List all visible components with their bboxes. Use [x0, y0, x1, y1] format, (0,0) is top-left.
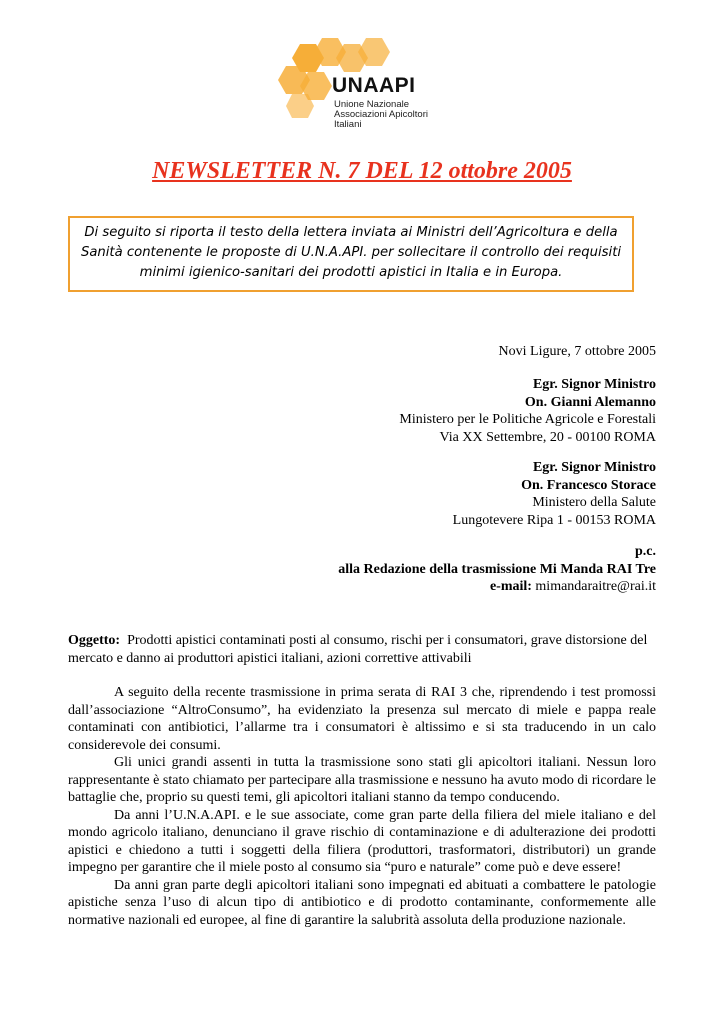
letter-date: Novi Ligure, 7 ottobre 2005 — [498, 344, 656, 359]
logo-line-2: Associazioni Apicoltori Italiani — [334, 109, 428, 130]
paragraph-4: Da anni gran parte degli apicoltori italiani sono impegnati ed abituati a combattere le patologie apistiche senza l’uso di alcun tipo di antibiotico e di prodotto contaminante, conformemente alle normative nazionali ed europee, al fine di garantire la salubrità assoluta della produzione nazionale. — [68, 877, 656, 928]
cc-label: p.c. — [635, 544, 656, 559]
subject-line — [68, 632, 656, 667]
recipient-2-office: Ministero della Salute — [532, 495, 656, 510]
recipient-1-salutation: Egr. Signor Ministro — [532, 377, 656, 392]
paragraph-1: A seguito della recente trasmissione in prima serata di RAI 3 che, riprendendo i test promossi dall’associazione “AltroConsumo”, ha evidenziato la presenza sul mercato di miele e pappa reale contaminati con antibiotici, l’allarme tra i consumatori è altissimo e si sta traducendo in un calo considerevole dei consumi. — [68, 685, 656, 753]
paragraph-2: Gli unici grandi assenti in tutta la trasmissione sono stati gli apicoltori italiani. Nessun loro rappresentante è stato chiamato per partecipare alla trasmissione e nessuno ha avuto modo di ricordare le battaglie che, proprio su questi temi, gli apicoltori italiani stanno da tempo conducendo. — [68, 755, 656, 805]
recipient-2-salutation: Egr. Signor Ministro — [532, 460, 656, 475]
logo-name: UNAAPI — [332, 74, 416, 97]
recipient-1-name: On. Gianni Alemanno — [524, 394, 656, 410]
newsletter-title: NEWSLETTER N. 7 DEL 12 ottobre 2005 — [152, 158, 572, 184]
logo-line-1: Unione Nazionale — [334, 99, 409, 110]
subject-text: Prodotti apistici contaminati posti al consumo, rischi per i consumatori, grave distorsione del mercato e danno ai produttori apistici italiani, azioni correttive attivabili — [68, 633, 648, 666]
letter-body — [68, 684, 656, 929]
recipient-2 — [453, 459, 656, 529]
email-label: e-mail: — [489, 579, 532, 594]
cc-recipient: alla Redazione della trasmissione Mi Manda RAI Tre — [338, 561, 656, 577]
intro-box — [68, 216, 634, 292]
recipient-2-name: On. Francesco Storace — [521, 477, 656, 493]
cc-block — [338, 543, 656, 596]
cc-email-line — [338, 578, 656, 596]
subject-label: Oggetto: — [68, 633, 121, 648]
intro-text: Di seguito si riporta il testo della lettera inviata ai Ministri dell’Agricoltura e della Sanità contenente le proposte di U.N.A.API. per sollecitare il controllo dei requisiti minimi igienico-sanitari dei prodotti apistici in Italia e in Europa. — [80, 225, 622, 280]
recipient-1-address: Via XX Settembre, 20 - 00100 ROMA — [439, 429, 656, 445]
logo-subtitle — [334, 100, 448, 130]
recipient-1 — [399, 376, 656, 446]
recipient-1-office: Ministero per le Politiche Agricole e Forestali — [399, 412, 656, 427]
letter-date-block — [499, 343, 656, 361]
email-link[interactable]: mimandaraitre@rai.it — [535, 579, 656, 594]
recipient-2-address: Lungotevere Ripa 1 - 00153 ROMA — [452, 512, 656, 528]
unaapi-logo — [278, 38, 448, 130]
paragraph-3: Da anni l’U.N.A.API. e le sue associate, come gran parte della filiera del miele italiano e del mondo agricolo italiano, denunciano il grave rischio di contaminazione e di adulterazione dei prodotti apistici e chiedono a tutti i soggetti della filiera (produttori, trasformatori, distributori) un grande impegno per garantire che il miele posto al consumo sia “puro e naturale” come può e deve essere! — [68, 807, 656, 875]
